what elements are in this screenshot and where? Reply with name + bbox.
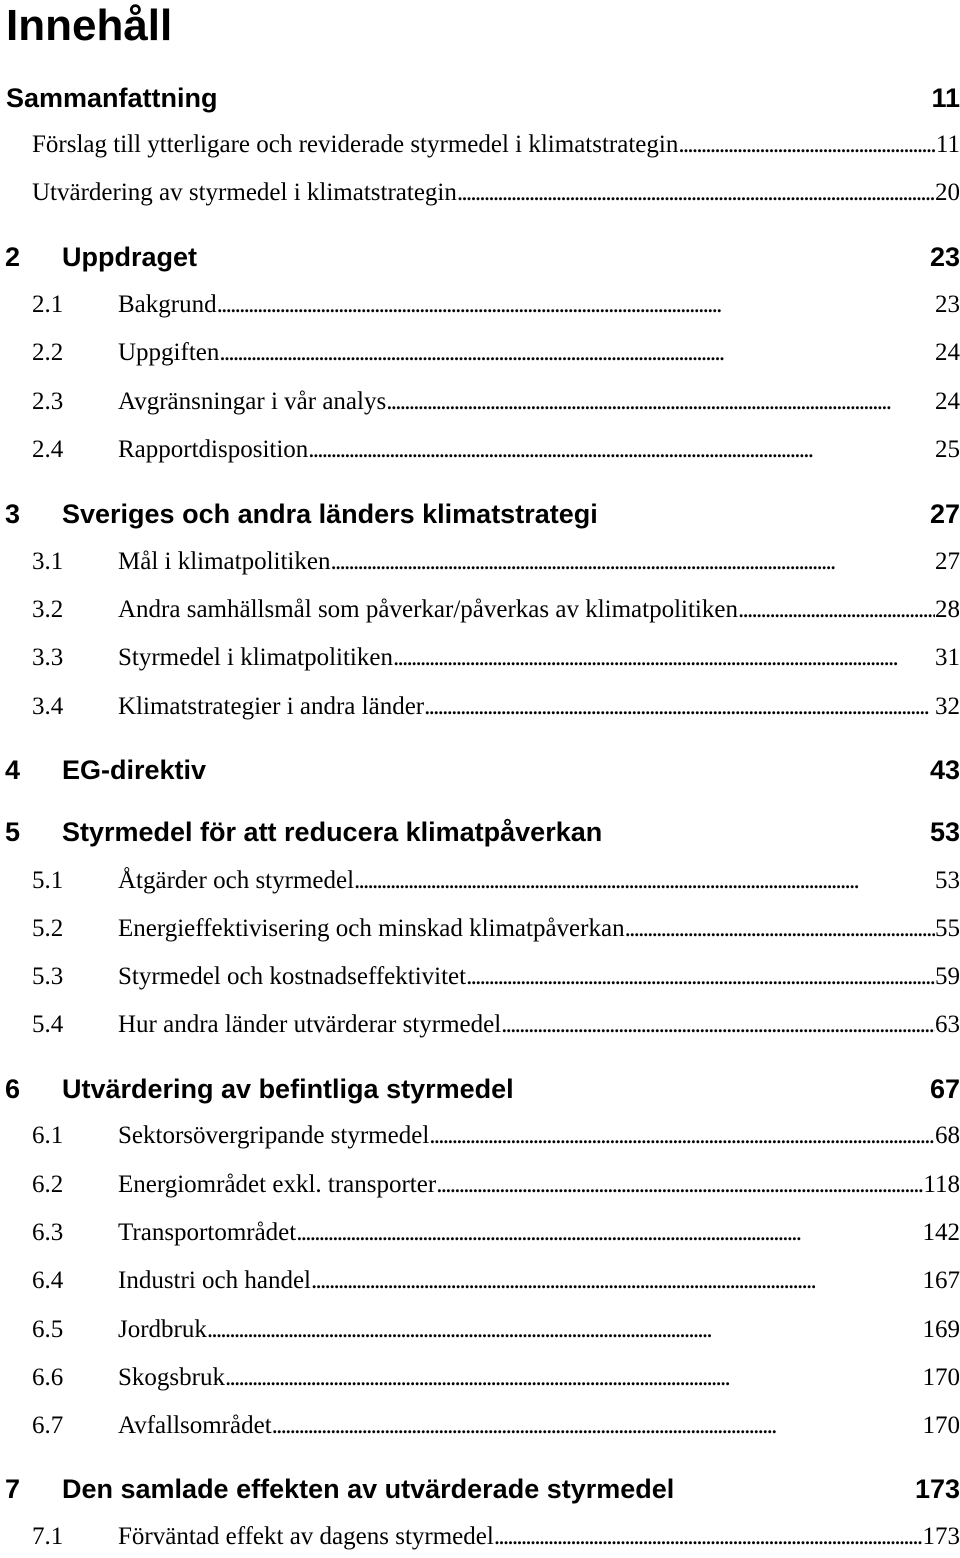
toc-section-6-7[interactable] xyxy=(0,1410,960,1442)
section-label: Mål i klimatpolitiken xyxy=(118,548,331,575)
toc-chapter-2[interactable] xyxy=(0,239,960,275)
dot-leader xyxy=(308,434,935,466)
toc-section-5-1[interactable] xyxy=(0,865,960,897)
section-label: Styrmedel och kostnadseffektivitet xyxy=(118,963,467,990)
dot-leader xyxy=(457,177,935,209)
chapter-label: Styrmedel för att reducera klimatpåverkan xyxy=(62,817,603,847)
entry-label: Förslag till ytterligare och reviderade styrmedel i klimatstrategin xyxy=(32,131,679,158)
toc-section-3-2[interactable] xyxy=(0,594,960,626)
chapter-number: 5 xyxy=(5,817,21,847)
section-number: 3.1 xyxy=(32,548,64,575)
dot-leader xyxy=(424,691,935,723)
toc-entry[interactable] xyxy=(0,129,960,161)
toc-section-6-2[interactable] xyxy=(0,1169,960,1201)
section-page: 59 xyxy=(935,963,960,990)
section-label: Energiområdet exkl. transporter xyxy=(118,1171,437,1198)
chapter-label: Den samlade effekten av utvärderade styrmedel xyxy=(62,1474,675,1504)
section-label: Industri och handel xyxy=(118,1267,312,1294)
section-number: 3.4 xyxy=(32,693,64,720)
section-label: Avgränsningar i vår analys xyxy=(118,388,387,415)
dot-leader xyxy=(217,289,935,321)
entry-page: 11 xyxy=(935,131,960,158)
section-page: 23 xyxy=(935,291,960,318)
toc-section-2-3[interactable] xyxy=(0,386,960,418)
dot-leader xyxy=(219,337,935,369)
chapter-number: 6 xyxy=(5,1074,21,1104)
section-label: Åtgärder och styrmedel xyxy=(118,867,355,894)
section-label: Andra samhällsmål som påverkar/påverkas av klimatpolitiken xyxy=(118,596,738,623)
section-number: 5.2 xyxy=(32,915,64,942)
dot-leader xyxy=(429,1120,935,1152)
section-page: 53 xyxy=(935,867,960,894)
dot-leader xyxy=(738,594,935,626)
chapter-label: Uppdraget xyxy=(62,242,197,272)
section-page: 170 xyxy=(922,1412,960,1439)
section-number: 3.3 xyxy=(32,644,64,671)
section-label: Uppgiften xyxy=(118,339,220,366)
chapter-number: 3 xyxy=(5,499,21,529)
dot-leader xyxy=(494,1521,923,1553)
toc-section-6-5[interactable] xyxy=(0,1314,960,1346)
chapter-label: Sveriges och andra länders klimatstrategi xyxy=(62,499,598,529)
dot-leader xyxy=(393,642,935,674)
section-page: 25 xyxy=(935,436,960,463)
section-number: 6.6 xyxy=(32,1364,64,1391)
section-page: 24 xyxy=(935,388,960,415)
toc-section-3-4[interactable] xyxy=(0,691,960,723)
section-label: Jordbruk xyxy=(118,1316,207,1343)
chapter-page: 43 xyxy=(929,755,960,785)
entry-page: 20 xyxy=(935,179,960,206)
section-page: 167 xyxy=(922,1267,960,1294)
section-number: 5.1 xyxy=(32,867,64,894)
entry-label: Utvärdering av styrmedel i klimatstrategin xyxy=(32,179,457,206)
dot-leader xyxy=(466,961,935,993)
section-label: Klimatstrategier i andra länder xyxy=(118,693,425,720)
dot-leader xyxy=(311,1265,922,1297)
toc-entry[interactable] xyxy=(0,177,960,209)
section-number: 2.2 xyxy=(32,339,64,366)
toc-chapter-sammanfattning[interactable] xyxy=(0,80,960,116)
section-number: 6.7 xyxy=(32,1412,64,1439)
chapter-label: Utvärdering av befintliga styrmedel xyxy=(62,1074,514,1104)
toc-chapter-3[interactable] xyxy=(0,496,960,532)
section-label: Sektorsövergripande styrmedel xyxy=(118,1122,430,1149)
dot-leader xyxy=(207,1314,923,1346)
section-label: Avfallsområdet xyxy=(118,1412,272,1439)
section-number: 6.5 xyxy=(32,1316,64,1343)
toc-section-5-2[interactable] xyxy=(0,913,960,945)
toc-section-5-3[interactable] xyxy=(0,961,960,993)
section-page: 63 xyxy=(935,1011,960,1038)
toc-chapter-7[interactable] xyxy=(0,1471,960,1507)
chapter-label: Sammanfattning xyxy=(6,83,218,113)
dot-leader xyxy=(296,1217,922,1249)
section-label: Rapportdisposition xyxy=(118,436,309,463)
section-label: Hur andra länder utvärderar styrmedel xyxy=(118,1011,502,1038)
dot-leader xyxy=(501,1009,935,1041)
section-number: 2.1 xyxy=(32,291,64,318)
section-page: 31 xyxy=(935,644,960,671)
toc-section-2-1[interactable] xyxy=(0,289,960,321)
toc-section-3-1[interactable] xyxy=(0,546,960,578)
section-page: 142 xyxy=(922,1219,960,1246)
section-label: Förväntad effekt av dagens styrmedel xyxy=(118,1523,494,1550)
section-page: 32 xyxy=(935,693,960,720)
section-page: 27 xyxy=(935,548,960,575)
chapter-page: 27 xyxy=(929,499,960,529)
chapter-page: 53 xyxy=(929,817,960,847)
section-label: Styrmedel i klimatpolitiken xyxy=(118,644,393,671)
chapter-page: 23 xyxy=(929,242,960,272)
toc-section-2-4[interactable] xyxy=(0,434,960,466)
toc-section-6-1[interactable] xyxy=(0,1120,960,1152)
chapter-number: 2 xyxy=(5,242,21,272)
section-number: 2.4 xyxy=(32,436,64,463)
chapter-page: 67 xyxy=(929,1074,960,1104)
section-number: 3.2 xyxy=(32,596,64,623)
section-page: 24 xyxy=(935,339,960,366)
section-number: 2.3 xyxy=(32,388,64,415)
dot-leader xyxy=(386,386,935,418)
toc-section-6-4[interactable] xyxy=(0,1265,960,1297)
section-label: Energieffektivisering och minskad klimatpåverkan xyxy=(118,915,625,942)
toc-chapter-4[interactable] xyxy=(0,752,960,788)
section-number: 6.3 xyxy=(32,1219,64,1246)
section-number: 5.3 xyxy=(32,963,64,990)
dot-leader xyxy=(354,865,935,897)
dot-leader xyxy=(436,1169,923,1201)
section-number: 6.2 xyxy=(32,1171,64,1198)
chapter-label: EG-direktiv xyxy=(62,755,207,785)
section-page: 169 xyxy=(922,1316,960,1343)
section-page: 118 xyxy=(923,1171,960,1198)
toc-section-3-3[interactable] xyxy=(0,642,960,674)
toc-section-5-4[interactable] xyxy=(0,1009,960,1041)
section-page: 68 xyxy=(935,1122,960,1149)
dot-leader xyxy=(272,1410,923,1442)
toc-chapter-6[interactable] xyxy=(0,1071,960,1107)
toc-section-6-3[interactable] xyxy=(0,1217,960,1249)
chapter-number: 7 xyxy=(5,1474,21,1504)
toc-section-7-1[interactable] xyxy=(0,1521,960,1553)
section-number: 6.1 xyxy=(32,1122,64,1149)
section-page: 28 xyxy=(935,596,960,623)
page-title: Innehåll xyxy=(6,1,173,50)
dot-leader xyxy=(225,1362,923,1394)
chapter-page: 11 xyxy=(931,83,960,113)
section-page: 173 xyxy=(922,1523,960,1550)
section-number: 5.4 xyxy=(32,1011,64,1038)
section-number: 6.4 xyxy=(32,1267,64,1294)
chapter-number: 4 xyxy=(5,755,21,785)
section-label: Bakgrund xyxy=(118,291,217,318)
toc-chapter-5[interactable] xyxy=(0,814,960,850)
dot-leader xyxy=(625,913,935,945)
dot-leader xyxy=(678,129,936,161)
section-number: 7.1 xyxy=(32,1523,64,1550)
toc-section-6-6[interactable] xyxy=(0,1362,960,1394)
section-label: Transportområdet xyxy=(118,1219,297,1246)
chapter-page: 173 xyxy=(914,1474,960,1504)
toc-section-2-2[interactable] xyxy=(0,337,960,369)
section-label: Skogsbruk xyxy=(118,1364,225,1391)
section-page: 55 xyxy=(935,915,960,942)
dot-leader xyxy=(330,546,935,578)
section-page: 170 xyxy=(922,1364,960,1391)
